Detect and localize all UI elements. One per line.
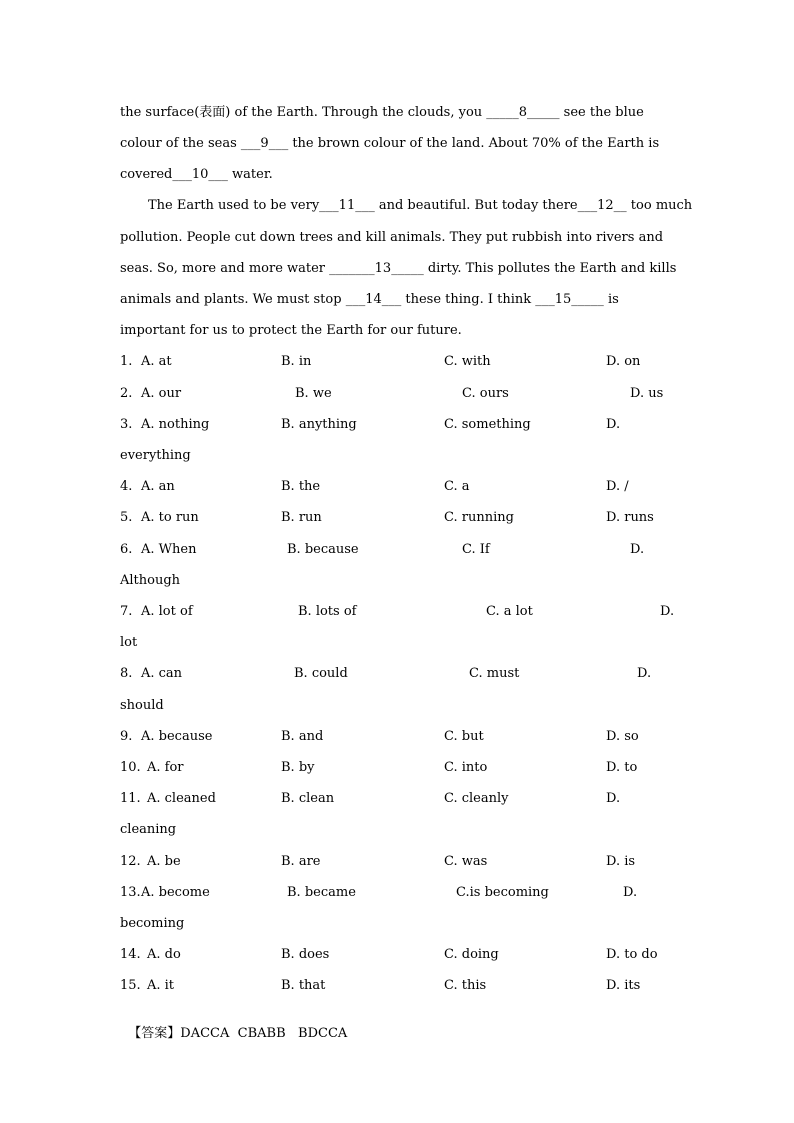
passage-line-6: seas. So, more and more water _______13_____ dirty. This pollutes the Earth and kills bbox=[120, 261, 677, 276]
option-b: B. run bbox=[281, 510, 322, 525]
option-a: A. for bbox=[147, 760, 184, 775]
option-d: D. bbox=[606, 791, 621, 806]
option-d: D. / bbox=[606, 479, 629, 494]
option-d: D. bbox=[660, 604, 675, 619]
option-c: C. with bbox=[444, 354, 491, 369]
option-d: D. its bbox=[606, 978, 641, 993]
answer-key bbox=[120, 1010, 347, 1042]
option-c: C. but bbox=[444, 729, 484, 744]
option-a: A. be bbox=[147, 854, 181, 869]
option-d: D. on bbox=[606, 354, 641, 369]
option-c: C. something bbox=[444, 417, 531, 432]
passage-line-5: pollution. People cut down trees and kill animals. They put rubbish into rivers and bbox=[120, 230, 664, 245]
option-d: D. bbox=[623, 885, 638, 900]
option-c: C. a bbox=[444, 479, 470, 494]
question-number: 5. bbox=[120, 510, 133, 525]
option-c: C. doing bbox=[444, 947, 499, 962]
option-d-text: cleaning bbox=[120, 822, 177, 837]
option-a: A. do bbox=[147, 947, 181, 962]
option-a: A. to run bbox=[141, 510, 199, 525]
option-d-text: lot bbox=[120, 635, 138, 650]
passage-line-3: covered___10___ water. bbox=[120, 167, 273, 182]
option-b: B. does bbox=[281, 947, 330, 962]
option-b: B. anything bbox=[281, 417, 357, 432]
option-c: C. was bbox=[444, 854, 488, 869]
question-number: 8. bbox=[120, 666, 133, 681]
option-c: C. a lot bbox=[486, 604, 533, 619]
option-d: D. to do bbox=[606, 947, 658, 962]
option-a: A. nothing bbox=[141, 417, 210, 432]
option-a: A. cleaned bbox=[147, 791, 216, 806]
option-a: A. because bbox=[141, 729, 213, 744]
question-number: 6. bbox=[120, 542, 133, 557]
option-c: C. If bbox=[462, 542, 490, 557]
option-d: D. is bbox=[606, 854, 636, 869]
option-d: D. bbox=[606, 417, 621, 432]
option-d: D. us bbox=[630, 386, 664, 401]
option-a: A. lot of bbox=[141, 604, 193, 619]
option-b: B. lots of bbox=[298, 604, 357, 619]
option-c: C. into bbox=[444, 760, 488, 775]
option-c: C. ours bbox=[462, 386, 509, 401]
option-b: B. are bbox=[281, 854, 321, 869]
option-c: C. cleanly bbox=[444, 791, 509, 806]
question-number: 11. bbox=[120, 791, 141, 806]
question-number: 3. bbox=[120, 417, 133, 432]
passage-line-1: the surface(表面) of the Earth. Through the clouds, you _____8_____ see the blue bbox=[120, 105, 644, 120]
option-a: A. can bbox=[141, 666, 183, 681]
option-d: D. bbox=[637, 666, 652, 681]
option-b: B. the bbox=[281, 479, 321, 494]
passage-line-4: The Earth used to be very___11___ and beautiful. But today there___12__ too much bbox=[148, 198, 693, 213]
option-d: D. bbox=[630, 542, 645, 557]
question-number: 1. bbox=[120, 354, 133, 369]
question-number: 14. bbox=[120, 947, 141, 962]
question-number: 13. bbox=[120, 885, 141, 900]
passage-line-8: important for us to protect the Earth for our future. bbox=[120, 323, 462, 338]
option-d: D. runs bbox=[606, 510, 654, 525]
option-a: A. it bbox=[147, 978, 175, 993]
question-number: 15. bbox=[120, 978, 141, 993]
question-number: 12. bbox=[120, 854, 141, 869]
option-d: D. to bbox=[606, 760, 638, 775]
question-number: 10. bbox=[120, 760, 141, 775]
option-d-text: should bbox=[120, 698, 164, 713]
option-d-text: everything bbox=[120, 448, 191, 463]
option-b: B. by bbox=[281, 760, 315, 775]
option-c: C. must bbox=[469, 666, 520, 681]
option-b: B. and bbox=[281, 729, 324, 744]
option-d-text: Although bbox=[120, 573, 181, 588]
option-d: D. so bbox=[606, 729, 639, 744]
option-a: A. become bbox=[141, 885, 210, 900]
option-a: A. When bbox=[141, 542, 197, 557]
answer-text: DACCA CBABB BDCCA bbox=[180, 1026, 348, 1041]
option-b: B. became bbox=[287, 885, 356, 900]
question-number: 7. bbox=[120, 604, 133, 619]
option-b: B. because bbox=[287, 542, 359, 557]
question-number: 9. bbox=[120, 729, 133, 744]
question-number: 2. bbox=[120, 386, 133, 401]
option-c: C. running bbox=[444, 510, 514, 525]
passage-line-7: animals and plants. We must stop ___14___ these thing. I think ___15_____ is bbox=[120, 292, 619, 307]
answer-label: 【答案】 bbox=[128, 1026, 181, 1041]
option-c: C. this bbox=[444, 978, 487, 993]
option-a: A. at bbox=[141, 354, 172, 369]
option-b: B. clean bbox=[281, 791, 335, 806]
option-b: B. in bbox=[281, 354, 312, 369]
option-b: B. we bbox=[295, 386, 332, 401]
option-a: A. our bbox=[141, 386, 182, 401]
option-b: B. that bbox=[281, 978, 326, 993]
option-d-text: becoming bbox=[120, 916, 185, 931]
option-c: C.is becoming bbox=[456, 885, 549, 900]
passage-line-2: colour of the seas ___9___ the brown colour of the land. About 70% of the Earth is bbox=[120, 136, 660, 151]
option-a: A. an bbox=[141, 479, 175, 494]
question-number: 4. bbox=[120, 479, 133, 494]
option-b: B. could bbox=[294, 666, 348, 681]
